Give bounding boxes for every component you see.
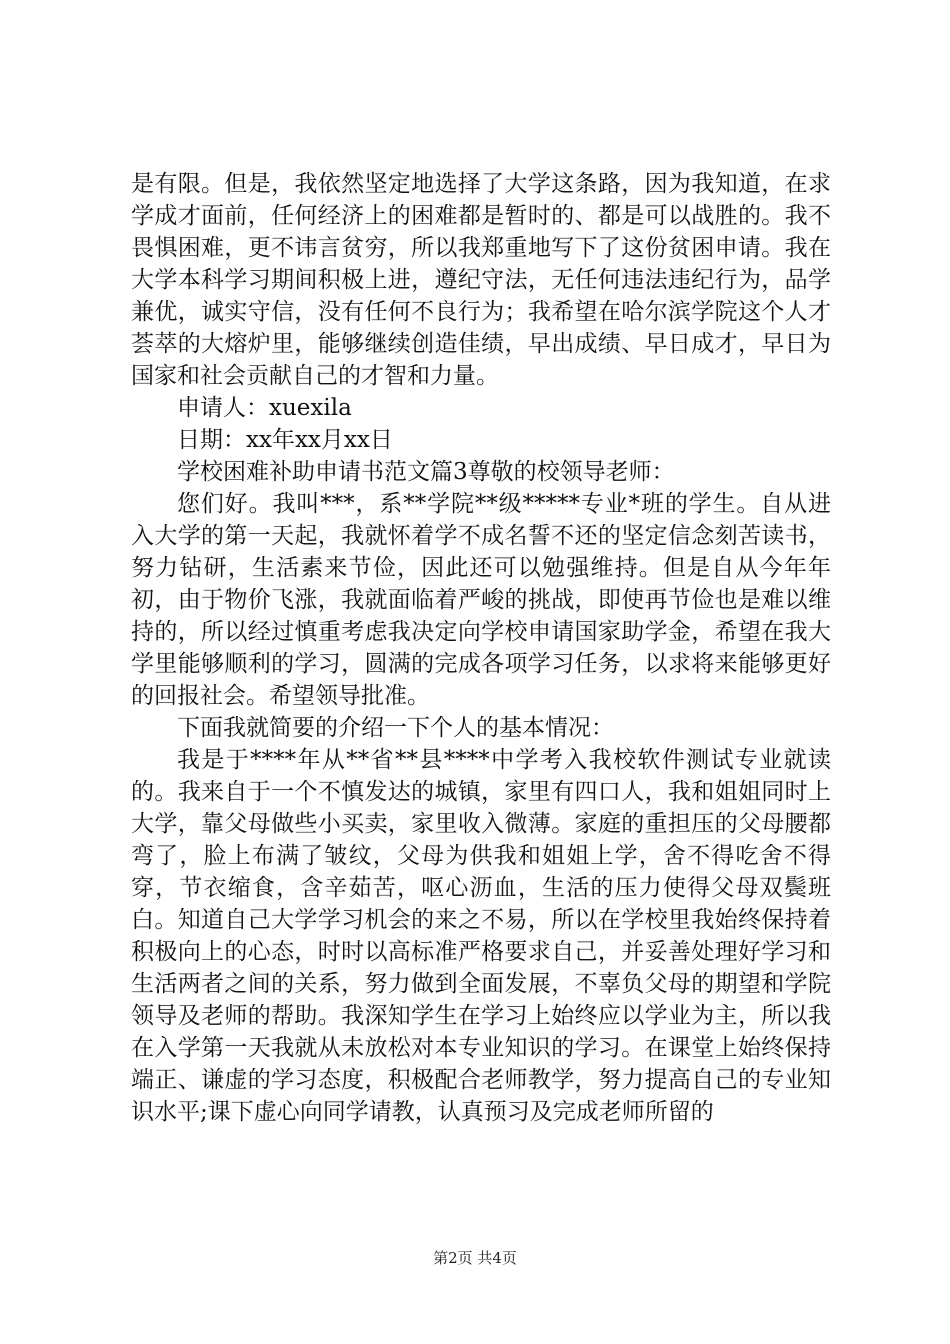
paragraph-continuation: 是有限。但是，我依然坚定地选择了大学这条路，因为我知道，在求学成才面前，任何经济上的困难都是暂时的、都是可以战胜的。我不畏惧困难，更不讳言贫穷，所以我郑重地写下了这份贫困申请。我在大学本科学习期间积极上进，遵纪守法，无任何违法违纪行为，品学兼优，诚实守信，没有任何不良行为；我希望在哈尔滨学院这个人才荟萃的大熔炉里，能够继续创造佳绩，早出成绩、早日成才，早日为国家和社会贡献自己的才智和力量。 [131, 171, 831, 389]
paragraph-intro: 下面我就简要的介绍一下个人的基本情况： [177, 715, 614, 741]
paragraph-background: 我是于****年从**省**县****中学考入我校软件测试专业就读的。我来自于一个不慎发达的城镇，家里有四口人，我和姐姐同时上大学，靠父母做些小买卖，家里收入微薄。家庭的重担压的父母腰都弯了，脸上布满了皱纹，父母为供我和姐姐上学，舍不得吃舍不得穿，节衣缩食，含辛茹苦，呕心沥血，生活的压力使得父母双鬓班白。知道自己大学学习机会的来之不易，所以在学校里我始终保持着积极向上的心态，时时以高标准严格要求自己，并妥善处理好学习和生活两者之间的关系，努力做到全面发展，不辜负父母的期望和学院领导及老师的帮助。我深知学生在学习上始终应以学业为主，所以我在入学第一天我就从未放松对本专业知识的学习。在课堂上始终保持端正、谦虚的学习态度，积极配合老师教学，努力提高自己的专业知识水平;课下虚心向同学请教，认真预习及完成老师所留的 [131, 747, 831, 1125]
section-heading: 学校困难补助申请书范文篇3尊敬的校领导老师： [177, 459, 675, 485]
applicant-line: 申请人：xuexila [177, 395, 352, 421]
document-body [131, 168, 831, 1128]
paragraph-greeting: 您们好。我叫***，系**学院**级*****专业*班的学生。自从进入大学的第一天起，我就怀着学不成名誓不还的坚定信念刻苦读书，努力钻研，生活素来节俭，因此还可以勉强维持。但是自从今年年初，由于物价飞涨，我就面临着严峻的挑战，即使再节俭也是难以维持的，所以经过慎重考虑我决定向学校申请国家助学金，希望在我大学里能够顺利的学习，圆满的完成各项学习任务，以求将来能够更好的回报社会。希望领导批准。 [131, 491, 831, 709]
page-number-footer: 第2页 共4页 [433, 1249, 517, 1267]
date-line: 日期：xx年xx月xx日 [177, 427, 393, 453]
